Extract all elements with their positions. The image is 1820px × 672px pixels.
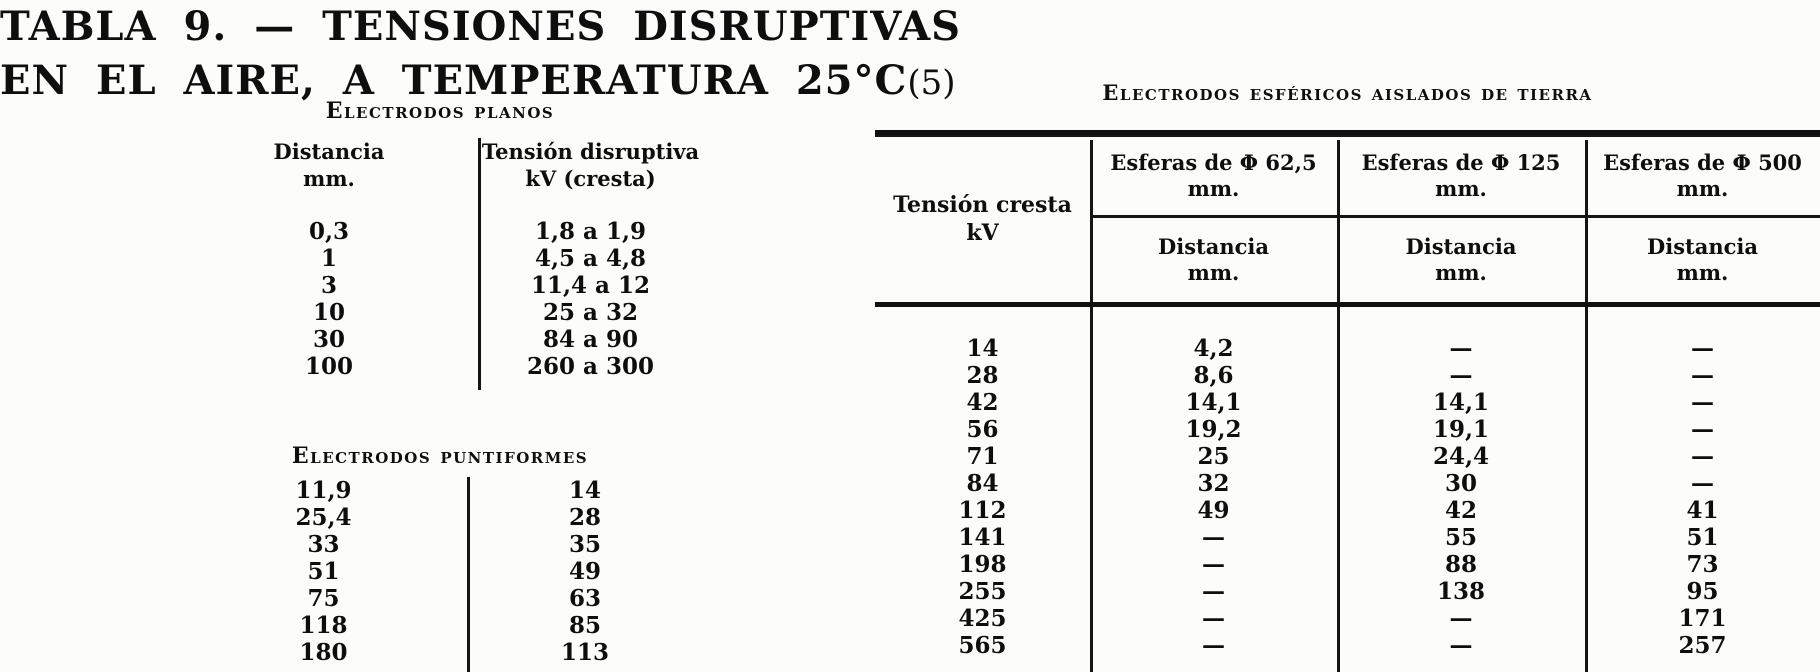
table-cell: 51 (307, 558, 340, 585)
sphere-125-header-line2: mm. (1435, 176, 1487, 201)
esfericos-data-grid (875, 307, 1820, 672)
table-cell: — (1202, 578, 1225, 605)
tension-cresta-header-line1: Tensión cresta (893, 192, 1072, 218)
table-cell: 88 (1444, 551, 1477, 578)
planos-voltage-header-line1: Tensión disruptiva (481, 139, 700, 164)
table-cell: 171 (1678, 605, 1727, 632)
table-cell: 118 (299, 612, 348, 639)
sphere-62-5-header-line1: Esferas de Φ 62,5 (1110, 150, 1317, 175)
table-cell: 84 a 90 (543, 326, 638, 353)
table-cell: 141 (958, 524, 1007, 551)
title-line-1: TABLA 9. — TENSIONES DISRUPTIVAS (0, 3, 962, 50)
table-cell: 4,5 a 4,8 (535, 245, 646, 272)
table-cell: 56 (966, 416, 999, 443)
table-cell: 28 (568, 504, 601, 531)
planos-voltage-values (481, 218, 700, 380)
table-cell: 3 (320, 272, 337, 299)
puntiformes-heading: Electrodos puntiformes (291, 443, 589, 469)
table-cell: 28 (966, 362, 999, 389)
table-cell: 257 (1678, 632, 1727, 659)
table-cell: — (1691, 362, 1714, 389)
table-cell: 14 (568, 477, 601, 504)
table-cell: — (1691, 389, 1714, 416)
puntiformes-table (180, 443, 700, 672)
sphere-column-62-5 (1090, 140, 1337, 302)
table-cell: — (1202, 632, 1225, 659)
planos-voltage-column (478, 138, 700, 390)
table-cell: 30 (312, 326, 345, 353)
table-title (0, 2, 962, 108)
table-cell: — (1449, 632, 1473, 659)
table-cell: 32 (1197, 470, 1230, 497)
table-cell: 8,6 (1193, 362, 1234, 389)
table-cell: 138 (1436, 578, 1485, 605)
table-cell: 55 (1444, 524, 1477, 551)
table-cell: 84 (966, 470, 999, 497)
table-cell: 42 (1444, 497, 1477, 524)
table-cell: — (1449, 362, 1473, 389)
table-cell: 4,2 (1193, 335, 1234, 362)
table-cell: 42 (966, 389, 999, 416)
puntiformes-distance-values (180, 477, 467, 672)
planos-heading: Electrodos planos (325, 98, 555, 124)
table-cell: — (1691, 335, 1714, 362)
sphere-500-subheader-line1: Distancia (1647, 234, 1758, 259)
table-cell: 24,4 (1432, 443, 1490, 470)
tension-cresta-header-line2: kV (966, 220, 999, 246)
tension-cresta-header (875, 140, 1090, 302)
table-cell: 198 (958, 551, 1007, 578)
table-cell: 73 (1686, 551, 1719, 578)
table-cell: 425 (958, 605, 1007, 632)
footnote-reference: (5) (907, 63, 956, 103)
table-cell: 25 (1197, 443, 1230, 470)
table-cell: 33 (307, 531, 340, 558)
table-cell: 51 (1686, 524, 1719, 551)
sphere-500-header-line1: Esferas de Φ 500 (1603, 150, 1802, 175)
planos-voltage-header-line2: kV (cresta) (525, 166, 656, 191)
top-double-rule-divider (875, 130, 1820, 137)
planos-voltage-header (481, 138, 700, 192)
planos-columns (180, 138, 700, 390)
table-cell: — (1202, 605, 1225, 632)
table-cell: 49 (1197, 497, 1230, 524)
planos-distance-column (180, 138, 478, 390)
sphere-125-subheader-line1: Distancia (1405, 234, 1517, 259)
esfericos-header-row (875, 140, 1820, 302)
table-cell: — (1202, 551, 1225, 578)
table-cell: 180 (299, 639, 348, 666)
esfericos-heading: Electrodos esféricos aislados de tierra (1102, 80, 1593, 105)
table-cell: 71 (966, 443, 999, 470)
table-cell: 1 (320, 245, 337, 272)
planos-distance-header (180, 138, 478, 192)
table-cell: 11,9 (295, 477, 352, 504)
table-cell: — (1691, 416, 1714, 443)
table-cell: 255 (958, 578, 1007, 605)
planos-distance-header-line1: Distancia (273, 139, 385, 164)
table-cell: — (1449, 605, 1473, 632)
esfericos-table (875, 130, 1820, 672)
table-cell: 35 (568, 531, 601, 558)
sphere-62-5-header-line2: mm. (1187, 176, 1240, 201)
table-cell: 14 (966, 335, 999, 362)
table-cell: 63 (568, 585, 601, 612)
table-cell: 14,1 (1185, 389, 1242, 416)
table-cell: 0,3 (308, 218, 349, 245)
table-cell: 41 (1686, 497, 1719, 524)
sphere-62-5-header (1090, 140, 1337, 218)
table-cell: 19,2 (1185, 416, 1242, 443)
sphere-125-header (1337, 140, 1585, 218)
planos-table (180, 98, 700, 390)
puntiformes-columns (180, 477, 700, 672)
sphere-500-subheader (1585, 218, 1820, 302)
table-cell: 85 (568, 612, 601, 639)
table-cell: 19,1 (1432, 416, 1490, 443)
sphere-62-5-subheader-line1: Distancia (1158, 234, 1269, 259)
title-line-2-text: EN EL AIRE, A TEMPERATURA 25°C (0, 57, 908, 104)
sphere-125-subheader (1337, 218, 1585, 302)
sphere-62-5-subheader-line2: mm. (1187, 260, 1240, 285)
sphere-500-subheader-line2: mm. (1676, 260, 1729, 285)
table-cell: 1,8 a 1,9 (535, 218, 646, 245)
table-cell: 25 a 32 (543, 299, 638, 326)
table-cell: 25,4 (295, 504, 352, 531)
sphere-500-header (1585, 140, 1820, 218)
sphere-125-subheader-line2: mm. (1435, 260, 1487, 285)
sphere-500-header-line2: mm. (1676, 176, 1729, 201)
table-cell: 260 a 300 (527, 353, 654, 380)
table-cell: 14,1 (1432, 389, 1490, 416)
table-cell: — (1202, 524, 1225, 551)
table-cell: — (1449, 335, 1473, 362)
table-cell: 100 (304, 353, 353, 380)
sphere-column-500 (1585, 140, 1820, 302)
table-cell: 75 (307, 585, 340, 612)
table-cell: 95 (1686, 578, 1719, 605)
table-cell: 113 (560, 639, 609, 666)
planos-distance-values (180, 218, 478, 380)
table-cell: — (1691, 470, 1714, 497)
puntiformes-voltage-values (467, 477, 700, 672)
sphere-column-125 (1337, 140, 1585, 302)
table-cell: — (1691, 443, 1714, 470)
table-cell: 49 (568, 558, 601, 585)
table-cell: 112 (958, 497, 1007, 524)
sphere-125-header-line1: Esferas de Φ 125 (1361, 150, 1561, 175)
table-cell: 11,4 a 12 (531, 272, 650, 299)
sphere-62-5-subheader (1090, 218, 1337, 302)
table-cell: 10 (312, 299, 345, 326)
table-cell: 30 (1444, 470, 1477, 497)
table-cell: 565 (958, 632, 1007, 659)
planos-distance-header-line2: mm. (303, 166, 355, 191)
